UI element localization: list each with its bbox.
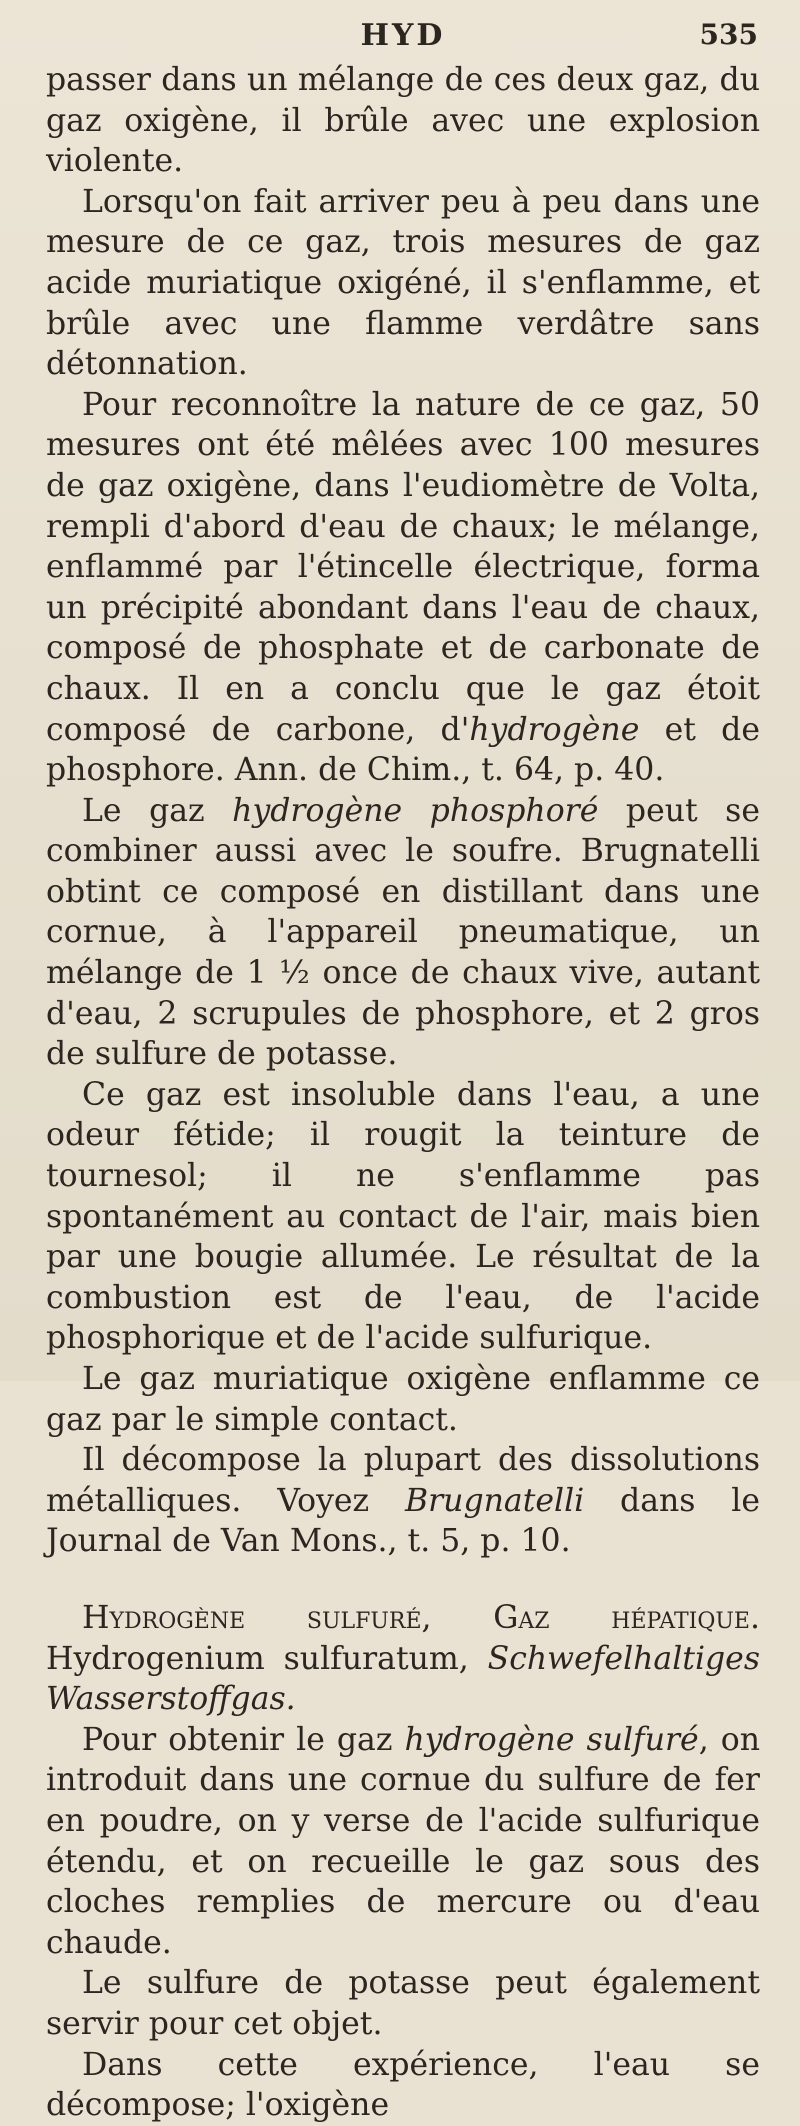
- entry-heading: [46, 1598, 760, 1720]
- page-number: 535: [699, 18, 758, 51]
- body-text: [46, 60, 760, 2126]
- paragraph-9: [46, 1720, 760, 1964]
- page-header: [46, 18, 760, 58]
- running-head: HYD: [360, 18, 446, 53]
- paragraph-6: Le gaz muriatique oxigène enflamme ce gaz par le simple contact.: [46, 1361, 760, 1438]
- paragraph-7: [46, 1440, 760, 1562]
- paragraph-10: Le sulfure de potasse peut également servir pour cet objet.: [46, 1965, 760, 2042]
- paragraph-9-text: Pour obtenir le gaz: [82, 1721, 405, 1758]
- entry-german: Schwefelhaltiges Wasserstoffgas.: [46, 1640, 760, 1718]
- paragraph-4: [46, 791, 760, 1075]
- paragraph-7-italic: Brugnatelli: [404, 1482, 585, 1519]
- paragraph-11: Dans cette expérience, l'eau se décompose; l'oxigène: [46, 2046, 760, 2124]
- entry-title: Hydrogène sulfuré, Gaz hépatique.: [82, 1599, 760, 1636]
- paragraph-1: passer dans un mélange de ces deux gaz, du gaz oxigène, il brûle avec une explosion violente.: [46, 62, 760, 180]
- paragraph-4-text-end: peut se combiner aussi avec le soufre. Brugnatelli obtint ce composé en distillant dans une cornue, à l'appareil pneumatique, un mélange de 1 ½ once de chaux vive, autant d'eau, 2 scrupules de phosphore, et 2 gros de sulfure de potasse.: [46, 792, 760, 1073]
- paragraph-3-italic: hydrogène: [469, 711, 640, 748]
- paragraph-7-text: Il décompose la plupart des dissolutions métalliques. Voyez: [46, 1442, 760, 1519]
- paragraph-9-text-end: , on introduit dans une cornue du sulfure de fer en poudre, on y verse de l'acide sulfurique étendu, et on recueille le gaz sous des cloches remplies de mercure ou d'eau chaude.: [46, 1721, 760, 1961]
- paragraph-2: Lorsqu'on fait arriver peu à peu dans une mesure de ce gaz, trois mesures de gaz acide muriatique oxigéné, il s'enflamme, et brûle avec une flamme verdâtre sans détonnation.: [46, 183, 760, 383]
- paragraph-3-text: Pour reconnoître la nature de ce gaz, 50 mesures ont été mêlées avec 100 mesures de gaz oxigène, dans l'eudiomètre de Volta, rempli d'abord d'eau de chaux; le mélange, enflammé par l'étincelle électrique, forma un précipité abondant dans l'eau de chaux, composé de phosphate et de carbonate de chaux. Il en a conclu que le gaz étoit composé de carbone, d': [46, 386, 760, 748]
- paragraph-4-italic: hydrogène phosphoré: [232, 792, 599, 829]
- paragraph-3: [46, 385, 760, 791]
- paragraph-5: Ce gaz est insoluble dans l'eau, a une odeur fétide; il rougit la teinture de tournesol; il ne s'enflamme pas spontanément au contact de l'air, mais bien par une bougie allumée. Le résultat de la combustion est de l'eau, de l'acide phosphorique et de l'acide sulfurique.: [46, 1076, 760, 1357]
- paragraph-7-text-end: dans le Journal de Van Mons., t. 5, p. 10.: [46, 1482, 760, 1560]
- paragraph-3-text-end: et de phosphore. Ann. de Chim., t. 64, p. 40.: [46, 711, 760, 789]
- paragraph-4-text: Le gaz: [82, 792, 233, 829]
- paragraph-9-italic: hydrogène sulfuré: [404, 1721, 699, 1758]
- entry-latin: Hydrogenium sulfuratum,: [46, 1640, 488, 1677]
